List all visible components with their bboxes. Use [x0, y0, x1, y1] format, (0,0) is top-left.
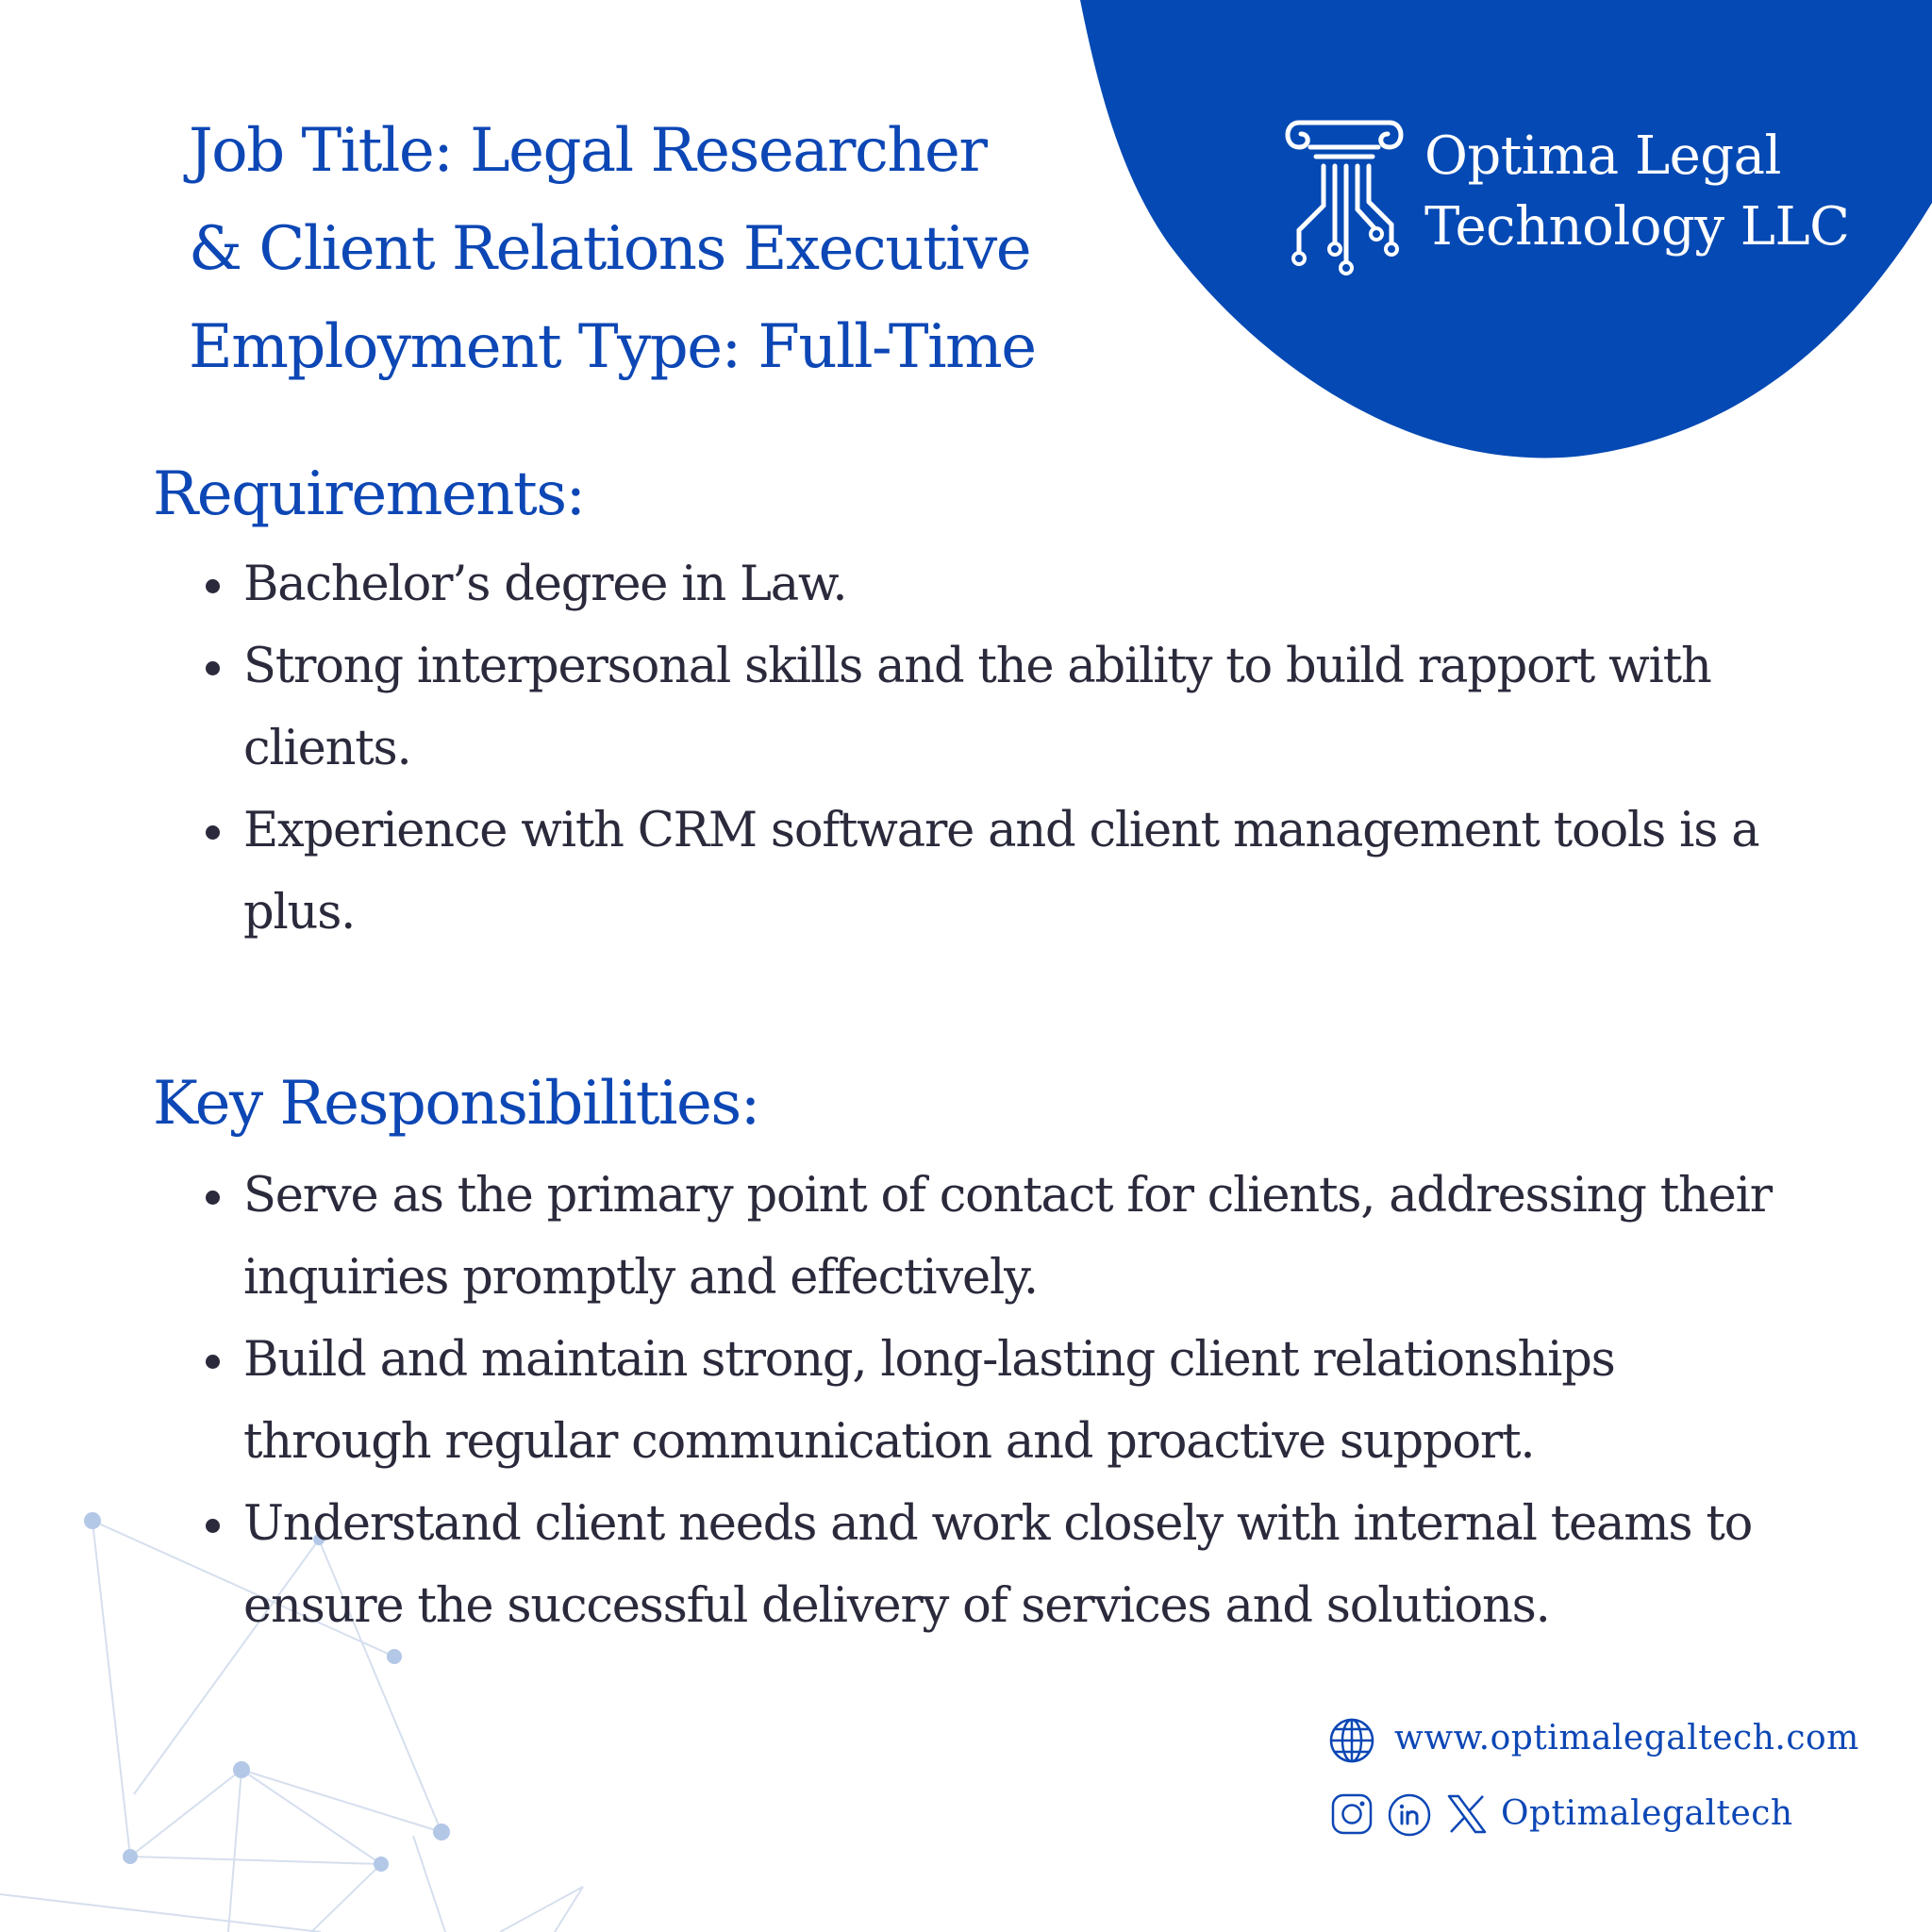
company-name-line1: Optima Legal — [1424, 125, 1781, 187]
list-item-text: inquiries promptly and effectively. — [243, 1250, 1038, 1306]
linkedin-icon[interactable] — [1387, 1792, 1432, 1838]
bullet-icon — [206, 579, 220, 593]
social-handle-link[interactable]: Optimalegaltech — [1501, 1794, 1793, 1833]
list-item-text: plus. — [243, 885, 356, 941]
bullet-icon — [206, 825, 220, 840]
list-item — [243, 1319, 1615, 1483]
bullet-icon — [206, 1191, 220, 1205]
list-item-text: Experience with CRM software and client management tools is a — [243, 803, 1759, 858]
list-item-text: Bachelor’s degree in Law. — [243, 557, 847, 612]
contact-footer — [1328, 1712, 1932, 1863]
list-item — [243, 625, 1711, 790]
employment-type: Employment Type: Full-Time — [189, 312, 1036, 382]
list-item — [243, 1483, 1752, 1647]
responsibilities-heading: Key Responsibilities: — [153, 1069, 759, 1139]
job-header — [189, 102, 1036, 396]
list-item — [243, 790, 1758, 954]
list-item — [243, 543, 846, 625]
list-item-text: Build and maintain strong, long-lasting client relationships — [243, 1332, 1615, 1388]
bullet-icon — [206, 1355, 220, 1369]
instagram-icon[interactable] — [1330, 1792, 1374, 1836]
bullet-icon — [206, 661, 220, 675]
job-title-line1: Job Title: Legal Researcher — [189, 116, 987, 186]
company-name — [1424, 121, 1850, 262]
list-item-text: through regular communication and proactive support. — [243, 1414, 1535, 1470]
list-item-text: ensure the successful delivery of services and solutions. — [243, 1578, 1550, 1634]
globe-icon — [1328, 1717, 1375, 1764]
requirements-heading: Requirements: — [153, 459, 585, 529]
list-item-text: Strong interpersonal skills and the ability to build rapport with — [243, 639, 1711, 694]
company-name-line2: Technology LLC — [1424, 196, 1850, 258]
pillar-circuit-icon — [1278, 111, 1410, 281]
job-title-line2: & Client Relations Executive — [189, 214, 1031, 284]
website-link[interactable]: www.optimalegaltech.com — [1394, 1719, 1859, 1757]
x-icon[interactable] — [1445, 1792, 1489, 1836]
list-item-text: clients. — [243, 721, 411, 776]
list-item-text: Serve as the primary point of contact for clients, addressing their — [243, 1168, 1772, 1224]
bullet-icon — [206, 1519, 220, 1533]
company-logo — [1278, 111, 1932, 300]
list-item-text: Understand client needs and work closely with internal teams to — [243, 1496, 1753, 1552]
list-item — [243, 1155, 1772, 1319]
